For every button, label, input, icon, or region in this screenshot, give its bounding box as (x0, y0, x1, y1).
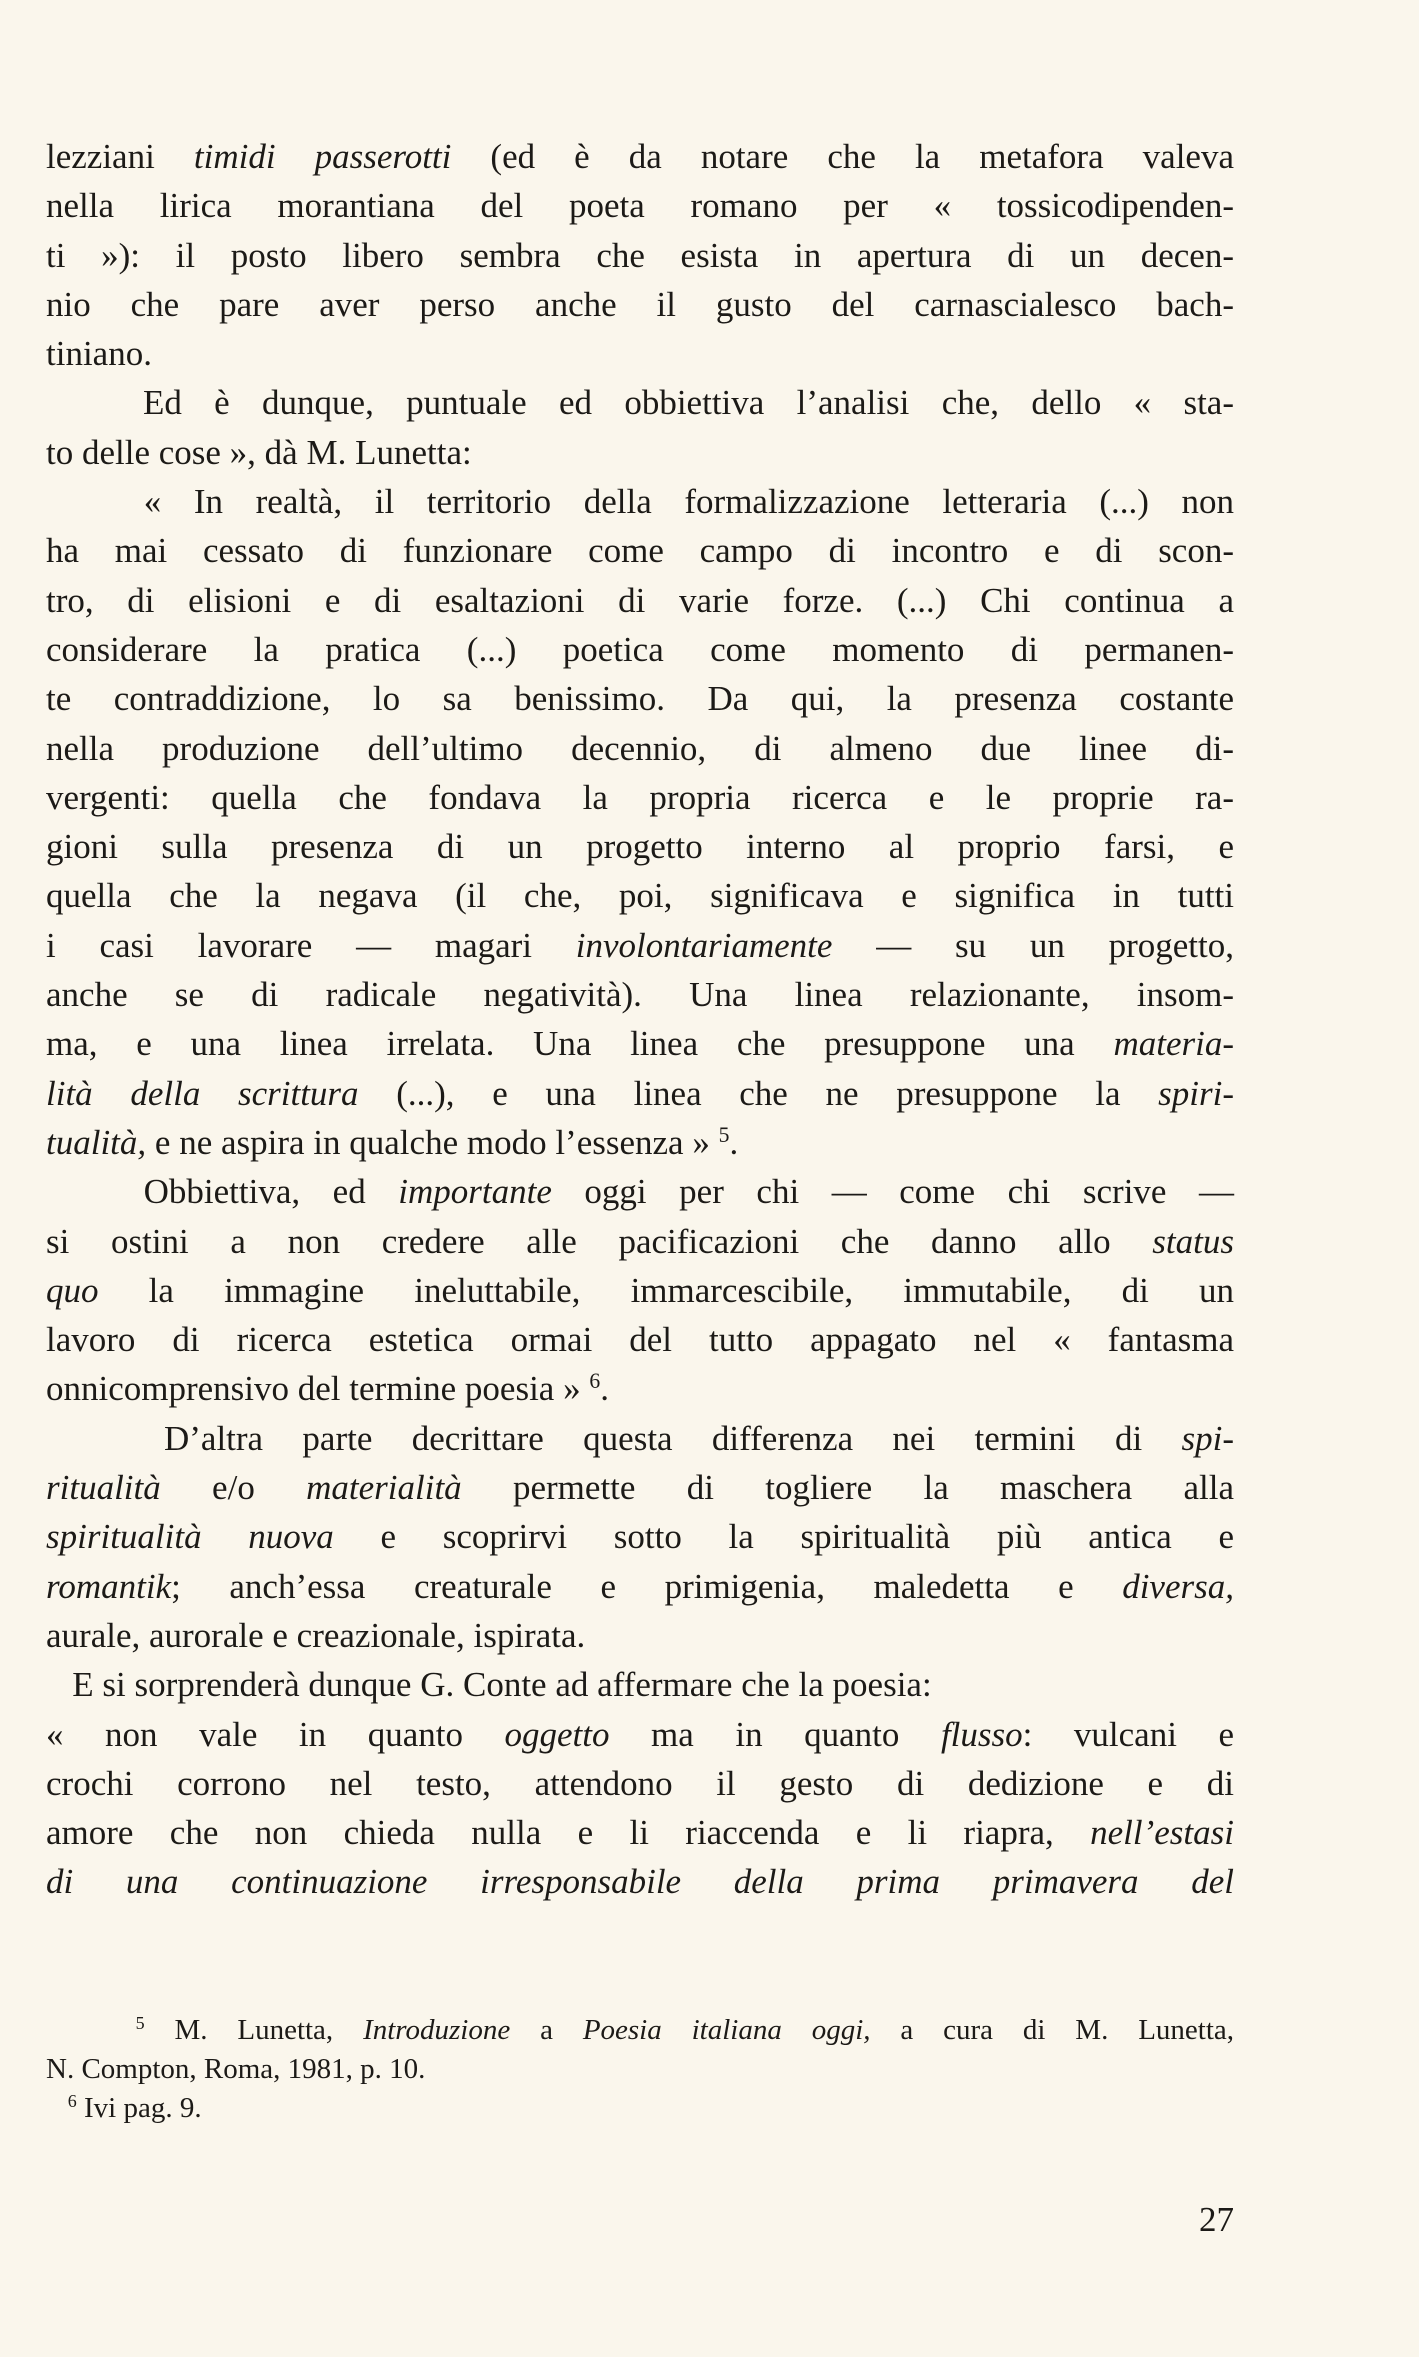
text-segment: ha mai cessato di funzionare come campo di incontro e di scon- (46, 531, 1234, 571)
body-line (46, 1118, 1234, 1167)
body-line (46, 1611, 1234, 1660)
body-line (46, 231, 1234, 280)
text-segment: tiniano. (46, 334, 152, 374)
text-segment: « In realtà, il territorio della formalizzazione letteraria (...) non (46, 482, 1234, 522)
body-line (46, 1266, 1234, 1315)
body-line (46, 329, 1234, 378)
body-line (46, 1414, 1234, 1463)
text-segment: tro, di elisioni e di esaltazioni di varie forze. (...) Chi continua a (46, 580, 1234, 620)
italic-text: importante (398, 1172, 552, 1212)
body-line (46, 1364, 1234, 1413)
text-segment: e/o (160, 1468, 307, 1508)
body-line (46, 428, 1234, 477)
footnote-marker: 5 (718, 1123, 730, 1148)
italic-text: involontariamente (575, 925, 833, 965)
body-line (46, 1463, 1234, 1512)
body-line (46, 181, 1234, 230)
body-line (46, 970, 1234, 1019)
text-segment: to delle cose », dà M. Lunetta: (46, 432, 472, 472)
italic-text: lità della scrittura (46, 1073, 359, 1113)
text-segment: . (729, 1122, 739, 1162)
body-line (46, 477, 1234, 526)
body-line (46, 674, 1234, 723)
text-segment: permette di togliere la maschera alla (461, 1468, 1234, 1508)
italic-text: Poesia italiana oggi, (582, 2014, 871, 2046)
text-segment: crochi corrono nel testo, attendono il gesto di dedizione e di (46, 1763, 1234, 1803)
body-line (46, 1562, 1234, 1611)
body-line (46, 1710, 1234, 1759)
italic-text: ritualità (46, 1468, 161, 1508)
body-line (46, 1512, 1234, 1561)
text-segment: — su un progetto, (832, 925, 1235, 965)
italic-text: oggetto (504, 1714, 610, 1754)
italic-text: spiritualità nuova (46, 1517, 334, 1557)
body-line (46, 280, 1234, 329)
text-segment: ; anch’essa creaturale e primigenia, maledetta e (171, 1566, 1123, 1606)
italic-text: Introduzione (363, 2014, 511, 2046)
text-segment: ti »): il posto libero sembra che esista in apertura di un decen- (46, 235, 1234, 275)
text-segment: e ne aspira in qualche modo l’essenza » (146, 1122, 719, 1162)
body-line (46, 132, 1234, 181)
text-segment (46, 2014, 136, 2046)
footnote-marker: 6 (67, 2091, 77, 2112)
text-segment: (ed è da notare che la metafora valeva (451, 137, 1235, 176)
text-segment: nio che pare aver perso anche il gusto del carnascialesco bach- (46, 284, 1234, 324)
body-line (46, 1759, 1234, 1808)
footnote-line (46, 2011, 1234, 2050)
body-line (46, 1315, 1234, 1364)
footnote-marker: 5 (135, 2013, 145, 2034)
italic-text: materialità (306, 1468, 462, 1508)
body-line (46, 1808, 1234, 1857)
body-line (46, 576, 1234, 625)
body-line (46, 1217, 1234, 1266)
body-line (46, 1019, 1234, 1068)
text-segment: gioni sulla presenza di un progetto interno al proprio farsi, e (46, 827, 1234, 867)
body-line (46, 1857, 1234, 1906)
text-segment: anche se di radicale negatività). Una linea relazionante, insom- (46, 975, 1234, 1015)
body-line (46, 1660, 1234, 1709)
text-segment: « non vale in quanto (46, 1714, 505, 1754)
italic-text: quo (46, 1270, 99, 1310)
italic-text: status (1152, 1221, 1234, 1261)
italic-text: romantik (46, 1566, 172, 1606)
text-segment: aurale, aurorale e creazionale, ispirata. (46, 1615, 586, 1655)
text-segment: considerare la pratica (...) poetica come momento di permanen- (46, 629, 1234, 669)
text-segment: Ed è dunque, puntuale ed obbiettiva l’analisi che, dello « sta- (46, 383, 1234, 423)
text-segment: lezziani (46, 137, 194, 176)
text-segment: : vulcani e (1022, 1714, 1235, 1754)
body-line (46, 526, 1234, 575)
italic-text: nell’estasi (1090, 1813, 1234, 1853)
text-segment: onnicomprensivo del termine poesia » (46, 1369, 590, 1409)
italic-text: flusso (940, 1714, 1023, 1754)
text-segment: la immagine ineluttabile, immarcescibile, immutabile, di un (98, 1270, 1234, 1310)
body-line (46, 871, 1234, 920)
text-segment: Ivi pag. 9. (76, 2092, 202, 2124)
body-line (46, 921, 1234, 970)
italic-text: spiri- (1158, 1073, 1234, 1113)
text-segment: te contraddizione, lo sa benissimo. Da qui, la presenza costante (46, 679, 1234, 719)
body-line (46, 1167, 1234, 1216)
italic-text: diversa, (1122, 1566, 1234, 1606)
text-segment: Obbiettiva, ed (46, 1172, 399, 1212)
text-segment: D’altra parte decrittare questa differenza nei termini di (46, 1418, 1182, 1458)
text-segment: i casi lavorare — magari (46, 925, 576, 965)
text-segment: si ostini a non credere alle pacificazioni che danno allo (46, 1221, 1153, 1261)
footnote-line (46, 2050, 1234, 2089)
text-segment: amore che non chieda nulla e li riaccenda e li riapra, (46, 1813, 1091, 1853)
text-segment: lavoro di ricerca estetica ormai del tutto appagato nel « fantasma (46, 1320, 1234, 1360)
text-segment: a (510, 2014, 583, 2046)
body-line (46, 625, 1234, 674)
text-segment: vergenti: quella che fondava la propria ricerca e le proprie ra- (46, 777, 1234, 817)
italic-text: materia- (1113, 1024, 1234, 1064)
text-segment: (...), e una linea che ne presuppone la (358, 1073, 1159, 1113)
italic-text: spi- (1181, 1418, 1234, 1458)
text-segment: M. Lunetta, (144, 2014, 364, 2046)
italic-text: timidi passerotti (193, 137, 452, 176)
italic-text: di una continuazione irresponsabile della prima primavera del (46, 1862, 1234, 1902)
body-text (46, 132, 1234, 1907)
footnote-marker: 6 (589, 1369, 601, 1394)
body-line (46, 773, 1234, 822)
body-line (46, 724, 1234, 773)
text-segment: ma, e una linea irrelata. Una linea che presuppone una (46, 1024, 1114, 1064)
text-segment: . (600, 1369, 609, 1409)
text-segment: quella che la negava (il che, poi, significava e significa in tutti (46, 876, 1234, 916)
italic-text: tualità, (46, 1122, 147, 1162)
footnote-line (46, 2089, 1234, 2128)
text-segment: oggi per chi — come chi scrive — (551, 1172, 1234, 1212)
text-segment: a cura di M. Lunetta, (870, 2014, 1235, 2046)
body-line (46, 378, 1234, 427)
body-line (46, 1069, 1234, 1118)
text-segment: E si sorprenderà dunque G. Conte ad affermare che la poesia: (46, 1665, 932, 1705)
text-segment: ma in quanto (609, 1714, 941, 1754)
page-number: 27 (1199, 2200, 1234, 2239)
text-segment (46, 2092, 68, 2124)
text-segment: nella lirica morantiana del poeta romano per « tossicodipenden- (46, 186, 1234, 226)
footnotes (46, 2011, 1234, 2128)
text-segment: e scoprirvi sotto la spiritualità più antica e (333, 1517, 1235, 1557)
text-segment: N. Compton, Roma, 1981, p. 10. (46, 2053, 426, 2085)
body-line (46, 822, 1234, 871)
text-segment: nella produzione dell’ultimo decennio, di almeno due linee di- (46, 728, 1234, 768)
